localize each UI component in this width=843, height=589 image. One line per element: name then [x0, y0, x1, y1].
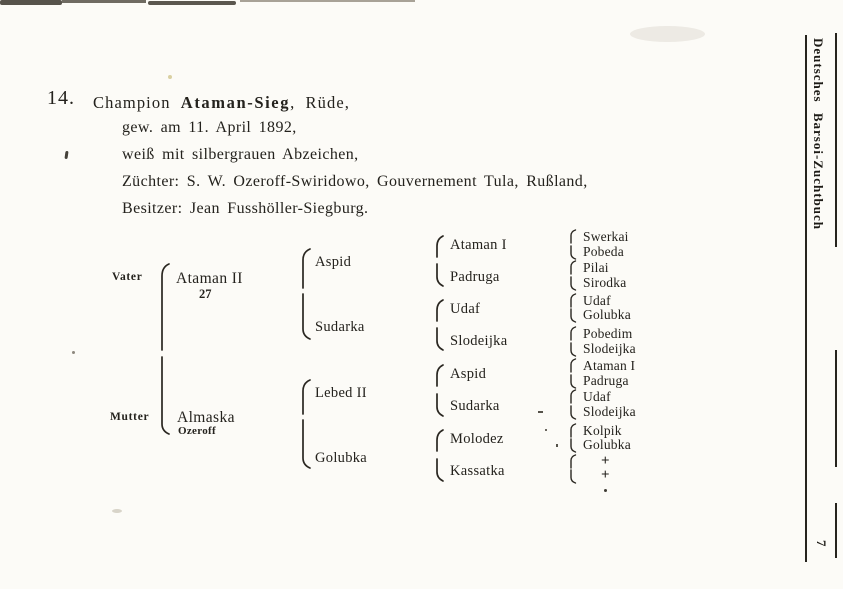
brace-gen5-lower-6 — [571, 406, 576, 419]
brace-gen3-lower-1 — [303, 294, 310, 339]
father-label: Vater — [112, 271, 143, 283]
ancestor-name: Padruga — [583, 373, 629, 388]
ancestor-name: Sirodka — [583, 275, 627, 290]
brace-gen5-upper-1 — [571, 230, 576, 243]
ancestor-name: Lebed II — [315, 385, 367, 401]
brace-gen5-upper-4 — [571, 327, 576, 340]
ancestor-name: Pobedim — [583, 326, 633, 341]
detail-line-breeder: Züchter: S. W. Ozeroff-Swiridowo, Gouvernement Tula, Rußland, — [122, 173, 588, 190]
brace-gen5-lower-8 — [571, 470, 576, 483]
dog-sex: , Rüde, — [290, 93, 350, 112]
brace-gen5-lower-7 — [571, 439, 576, 452]
ancestor-name: Golubka — [583, 307, 631, 322]
detail-line-color: weiß mit silbergrauen Abzeichen, — [122, 146, 359, 163]
brace-gen5-lower-4 — [571, 343, 576, 356]
ancestor-name: Golubka — [315, 450, 368, 466]
brace-gen5-lower-3 — [571, 309, 576, 322]
ancestor-name: Aspid — [315, 254, 352, 270]
ancestor-name: Slodeijka — [583, 341, 636, 356]
brace-gen4-upper-4 — [437, 430, 443, 451]
brace-gen5-lower-1 — [571, 246, 576, 259]
ancestor-name: Ataman I — [583, 358, 636, 373]
margin-rule-left — [805, 35, 807, 562]
detail-line-owner: Besitzer: Jean Fusshöller-Siegburg. — [122, 200, 369, 217]
brace-mother — [162, 357, 169, 434]
champion-label: Champion — [93, 93, 171, 112]
mother-label: Mutter — [110, 411, 150, 423]
margin-rule-right-middle — [835, 350, 837, 467]
brace-gen5-lower-2 — [571, 277, 576, 290]
mother-name: Almaska — [177, 409, 235, 426]
ancestor-name: Slodeijka — [450, 333, 508, 349]
brace-gen3-upper-2 — [303, 380, 310, 414]
ancestor-name: Ataman I — [450, 237, 507, 253]
brace-gen4-upper-2 — [437, 300, 443, 321]
unknown-ancestor-cross: + — [601, 467, 610, 483]
brace-gen5-upper-3 — [571, 294, 576, 307]
page-number: 7 — [814, 540, 829, 547]
ancestor-name: Udaf — [450, 301, 481, 317]
ancestor-name: Golubka — [583, 437, 631, 452]
brace-father — [162, 264, 169, 350]
unknown-ancestor-cross: + — [601, 453, 610, 469]
entry-number: 14. — [47, 87, 75, 109]
ancestor-name: Kolpik — [583, 423, 622, 438]
ancestor-name: Swerkai — [583, 229, 629, 244]
dog-name: Ataman-Sieg — [180, 93, 291, 112]
ancestor-name: Padruga — [450, 269, 500, 285]
brace-gen4-lower-1 — [437, 264, 443, 286]
brace-gen4-upper-1 — [437, 236, 443, 257]
brace-gen5-lower-5 — [571, 375, 576, 388]
brace-gen5-upper-2 — [571, 261, 576, 274]
brace-gen5-upper-5 — [571, 359, 576, 372]
brace-gen5-upper-6 — [571, 390, 576, 403]
ancestor-name: Udaf — [583, 389, 611, 404]
brace-gen5-upper-8 — [571, 455, 576, 468]
ancestor-name: Sudarka — [315, 319, 365, 335]
ancestor-name: Slodeijka — [583, 404, 636, 419]
ancestor-name: Pilai — [583, 260, 609, 275]
ancestor-name: Sudarka — [450, 398, 500, 414]
brace-gen3-upper-1 — [303, 249, 310, 288]
father-name: Ataman II — [176, 270, 243, 287]
father-registry-number: 27 — [199, 287, 212, 301]
brace-gen4-lower-4 — [437, 459, 443, 481]
brace-gen4-upper-3 — [437, 365, 443, 386]
ancestor-name: Aspid — [450, 366, 487, 382]
margin-rule-right-bottom — [835, 503, 837, 558]
brace-gen5-upper-7 — [571, 424, 576, 437]
brace-gen4-lower-3 — [437, 394, 443, 416]
brace-gen4-lower-2 — [437, 328, 443, 350]
detail-line-birthdate: gew. am 11. April 1892, — [122, 119, 297, 136]
ancestor-name: Udaf — [583, 293, 611, 308]
brace-gen3-lower-2 — [303, 420, 310, 468]
margin-rule-right-top — [835, 33, 837, 247]
running-title: Deutsches Barsoi-Zuchtbuch — [811, 38, 826, 230]
mother-kennel: Ozeroff — [178, 425, 216, 437]
ancestor-name: Kassatka — [450, 463, 505, 479]
ancestor-name: Pobeda — [583, 244, 624, 259]
ancestor-name: Molodez — [450, 431, 504, 447]
